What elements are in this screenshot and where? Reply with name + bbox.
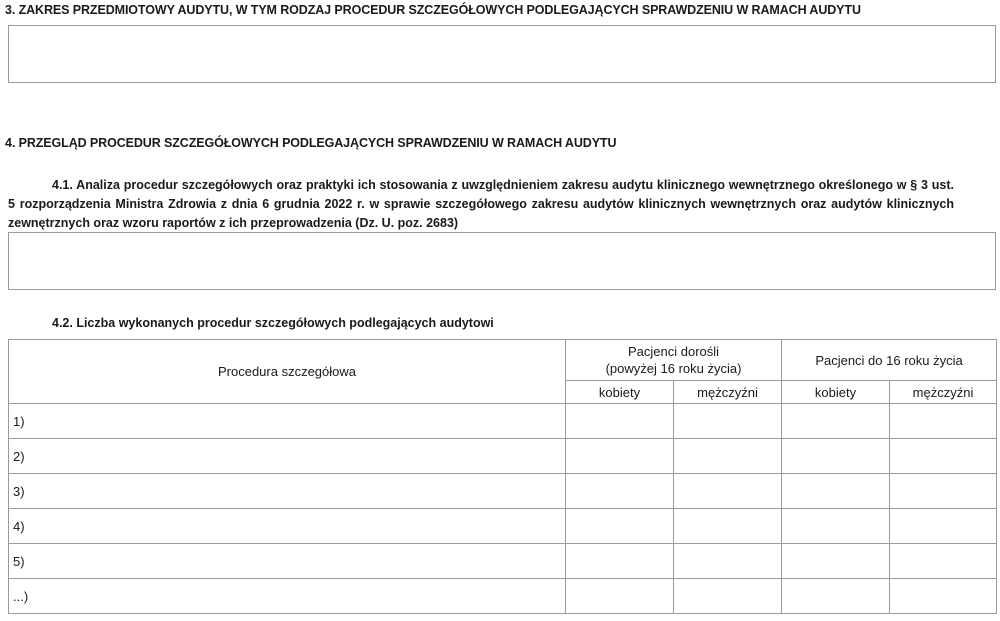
header-adults-group xyxy=(566,340,782,381)
cell-children-men[interactable] xyxy=(890,579,997,614)
section-3-input-box[interactable] xyxy=(8,25,996,83)
header-adults-men: mężczyźni xyxy=(674,381,782,404)
cell-children-men[interactable] xyxy=(890,544,997,579)
cell-children-men[interactable] xyxy=(890,439,997,474)
row-label: 4) xyxy=(9,509,566,544)
table-row xyxy=(9,579,997,614)
cell-adults-men[interactable] xyxy=(674,474,782,509)
header-adults-line1: Pacjenci dorośli xyxy=(627,344,720,359)
table-row xyxy=(9,474,997,509)
header-children-group: Pacjenci do 16 roku życia xyxy=(782,340,997,381)
cell-children-women[interactable] xyxy=(782,509,890,544)
section-3-heading: 3. ZAKRES PRZEDMIOTOWY AUDYTU, W TYM RODZAJ PROCEDUR SZCZEGÓŁOWYCH PODLEGAJĄCYCH SPRAWDZENIU W RAMACH AUDYTU xyxy=(5,3,861,17)
cell-children-women[interactable] xyxy=(782,439,890,474)
row-label: ...) xyxy=(9,579,566,614)
row-label: 5) xyxy=(9,544,566,579)
cell-children-men[interactable] xyxy=(890,404,997,439)
header-procedure: Procedura szczegółowa xyxy=(9,340,566,404)
header-adults-women: kobiety xyxy=(566,381,674,404)
row-label: 2) xyxy=(9,439,566,474)
procedures-count-table xyxy=(8,339,997,614)
subsection-4-1-input-box[interactable] xyxy=(8,232,996,290)
subsection-4-2-heading: 4.2. Liczba wykonanych procedur szczegółowych podlegających audytowi xyxy=(52,316,494,330)
cell-children-women[interactable] xyxy=(782,579,890,614)
cell-children-women[interactable] xyxy=(782,404,890,439)
cell-adults-men[interactable] xyxy=(674,579,782,614)
cell-adults-men[interactable] xyxy=(674,509,782,544)
cell-adults-women[interactable] xyxy=(566,474,674,509)
cell-children-women[interactable] xyxy=(782,544,890,579)
table-row xyxy=(9,404,997,439)
cell-children-men[interactable] xyxy=(890,509,997,544)
cell-adults-women[interactable] xyxy=(566,439,674,474)
section-4-heading: 4. PRZEGLĄD PROCEDUR SZCZEGÓŁOWYCH PODLEGAJĄCYCH SPRAWDZENIU W RAMACH AUDYTU xyxy=(5,136,617,150)
row-label: 1) xyxy=(9,404,566,439)
header-adults-line2: (powyżej 16 roku życia) xyxy=(605,361,742,376)
cell-children-women[interactable] xyxy=(782,474,890,509)
cell-children-men[interactable] xyxy=(890,474,997,509)
cell-adults-women[interactable] xyxy=(566,544,674,579)
header-children-women: kobiety xyxy=(782,381,890,404)
row-label: 3) xyxy=(9,474,566,509)
cell-adults-men[interactable] xyxy=(674,544,782,579)
cell-adults-women[interactable] xyxy=(566,579,674,614)
header-children-men: mężczyźni xyxy=(890,381,997,404)
table-row xyxy=(9,439,997,474)
subsection-4-1-text: 4.1. Analiza procedur szczegółowych oraz praktyki ich stosowania z uwzględnieniem zakresu audytu klinicznego wewnętrznego określonego w § 3 ust. 5 rozporządzenia Ministra Zdrowia z dnia 6 grudnia 2022 r. w sprawie szczegółowego zakresu audytów klinicznych wewnętrznych oraz audytów klinicznych zewnętrznych oraz wzoru raportów z ich przeprowadzenia (Dz. U. poz. 2683) xyxy=(8,178,954,230)
cell-adults-women[interactable] xyxy=(566,509,674,544)
cell-adults-women[interactable] xyxy=(566,404,674,439)
cell-adults-men[interactable] xyxy=(674,439,782,474)
table-row xyxy=(9,509,997,544)
cell-adults-men[interactable] xyxy=(674,404,782,439)
table-row xyxy=(9,544,997,579)
